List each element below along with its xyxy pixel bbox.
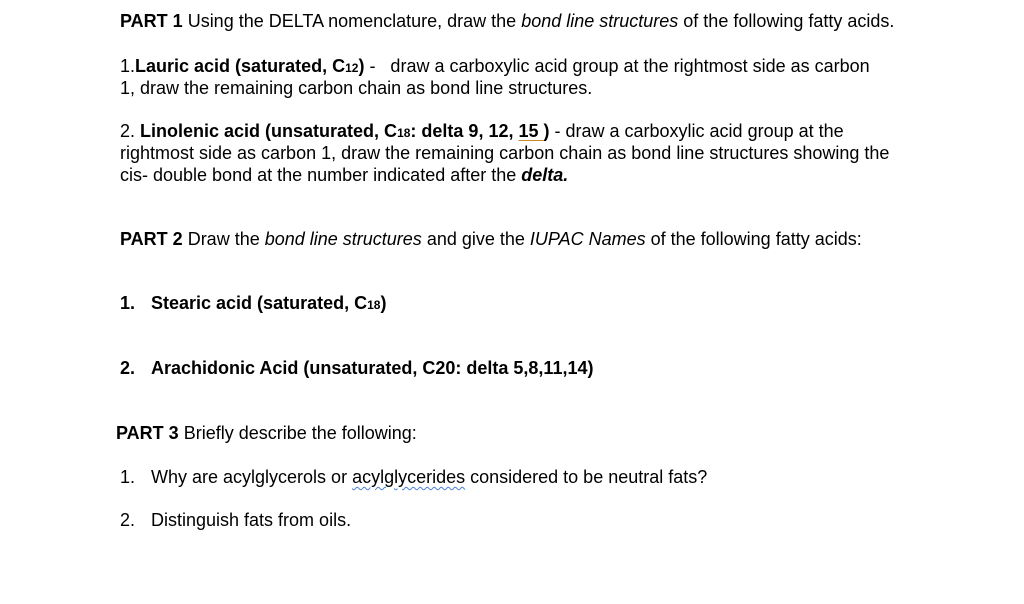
part1-q2-close: ) [543,121,550,141]
part2-q1-text-main: Stearic acid (saturated, C [151,293,368,313]
part1-q1-line1 [120,55,870,79]
part3-heading: PART 3 [116,423,179,443]
part2-intro-text-e: of the following fatty acids: [645,229,862,249]
part2-intro-text-c: and give the [421,229,530,249]
part1-q2-name [140,121,549,141]
part2-intro-emphasis-1: bond line structures [264,229,422,249]
part2-q1-number: 1. [120,293,136,313]
part1-intro-text-c: of the following fatty acids. [678,11,895,31]
part2-intro [120,228,862,250]
part1-q2-text-line1: - draw a carboxylic acid group at the [549,121,844,141]
part3-intro-text: Briefly describe the following: [178,423,417,443]
part1-q1-close: ) [358,56,365,76]
part2-q2-text: Arachidonic Acid (unsaturated, C20: delta 5,8,11,14) [151,358,594,378]
part1-q1-name [135,56,364,76]
part2-q1-close: ) [380,293,387,313]
part1-q1-subscript: 12 [345,61,359,75]
part3-q2-text: Distinguish fats from oils. [151,510,352,530]
part3-q1-spellcheck-word: acylglycerides [352,467,466,487]
part2-q2 [120,357,594,379]
part3-intro [116,422,417,444]
part2-q1-subscript: 18 [367,298,381,312]
part2-intro-text-a: Draw the [182,229,265,249]
part1-q2-number: 2. [120,121,141,141]
part3-q2-number: 2. [120,510,136,530]
part1-q2-underlined: 15 [518,121,544,141]
part2-intro-emphasis-2: IUPAC Names [529,229,646,249]
part2-q1-text [151,292,386,316]
part3-q1-text [151,466,707,488]
part1-q1-line2: 1, draw the remaining carbon chain as bond line structures. [120,78,593,98]
part1-q2-line1 [120,120,844,144]
part3-q1-text-a: Why are acylglycerols or [151,467,353,487]
part1-q1-name-text: Lauric acid (saturated, C [135,56,346,76]
part1-q2-delta-emphasis: delta. [521,165,569,185]
part1-q2-subscript: 18 [397,126,411,140]
part3-q1-number: 1. [120,467,136,487]
part1-intro-emphasis: bond line structures [521,11,679,31]
part2-heading: PART 2 [120,229,183,249]
part3-q1 [120,466,708,488]
part3-q1-text-c: considered to be neutral fats? [465,467,708,487]
part3-q2 [120,509,352,531]
part1-q1-number: 1. [120,56,136,76]
part1-q2-text-line3a: cis- double bond at the number indicated after the [120,165,522,185]
part1-heading: PART 1 [120,11,183,31]
part2-q2-number: 2. [120,358,136,378]
part1-q2-line3 [120,164,568,186]
part1-q2-name-text: Linolenic acid (unsaturated, C [140,121,398,141]
part1-q1-text-line1: - draw a carboxylic acid group at the rightmost side as carbon [364,56,870,76]
part1-intro-text-a: Using the DELTA nomenclature, draw the [182,11,522,31]
part1-intro [120,10,894,32]
part1-q2-line2: rightmost side as carbon 1, draw the remaining carbon chain as bond line structures showing the [120,143,890,163]
part1-q2-delta: : delta 9, 12, [410,121,519,141]
part2-q1 [120,292,387,314]
